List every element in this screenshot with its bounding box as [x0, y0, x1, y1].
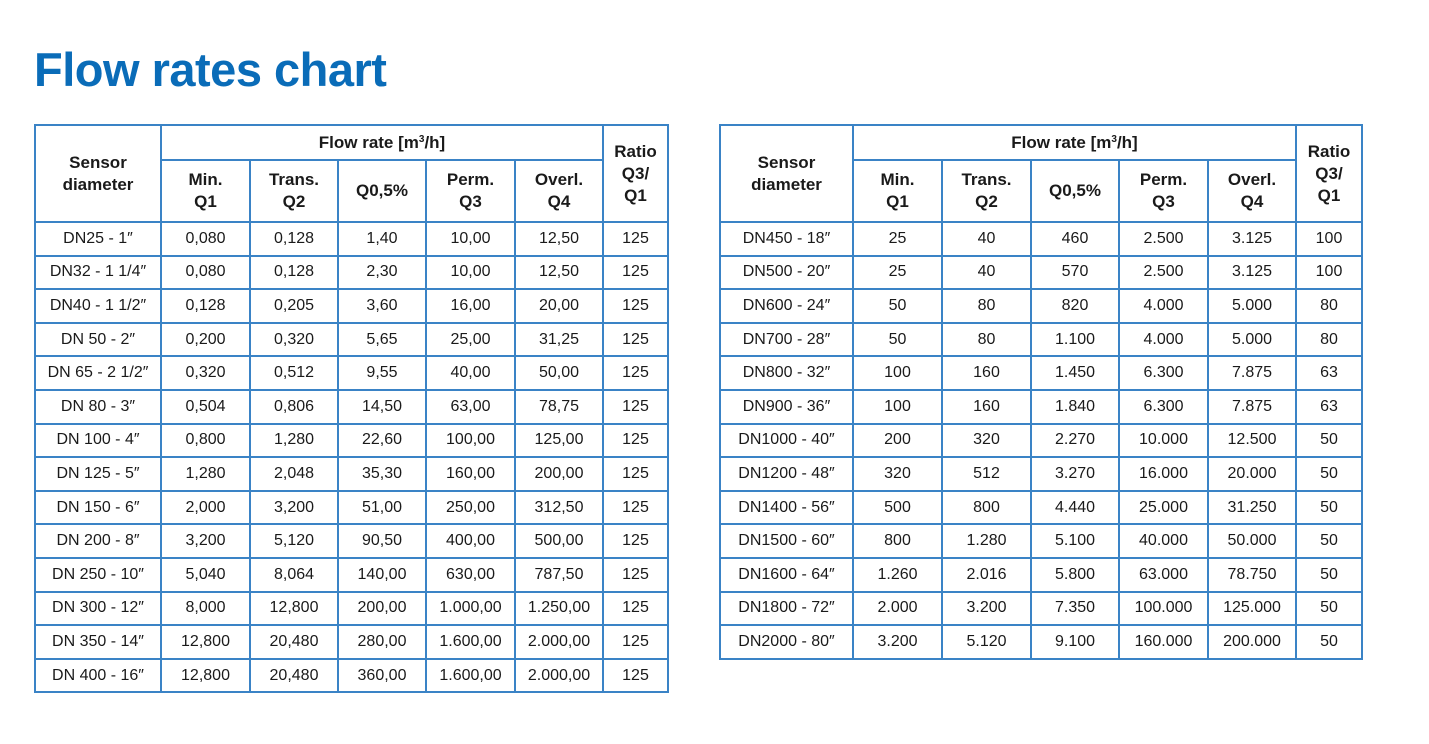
q05-cell: 35,30 [338, 457, 426, 491]
overl-q4-cell: 5.000 [1208, 323, 1296, 357]
overl-q4-cell: 500,00 [515, 524, 603, 558]
q05-cell: 90,50 [338, 524, 426, 558]
ratio-header: Ratio Q3/ Q1 [1296, 125, 1362, 222]
overl-q4-cell: 787,50 [515, 558, 603, 592]
overl-q4-cell: 7.875 [1208, 390, 1296, 424]
perm-q3-cell: 16,00 [426, 289, 515, 323]
trans-q2-cell: 0,128 [250, 256, 338, 290]
trans-q2-header: Trans. Q2 [942, 160, 1031, 222]
page-title: Flow rates chart [34, 43, 387, 96]
q05-cell: 570 [1031, 256, 1119, 290]
min-q1-cell: 800 [853, 524, 942, 558]
min-q1-cell: 25 [853, 256, 942, 290]
flow-table-right-body [720, 222, 1362, 659]
ratio-cell: 50 [1296, 457, 1362, 491]
min-q1-cell: 100 [853, 356, 942, 390]
sensor-diameter-cell: DN 80 - 3″ [35, 390, 161, 424]
trans-q2-cell: 1.280 [942, 524, 1031, 558]
q05-cell: 1.840 [1031, 390, 1119, 424]
table-row [720, 256, 1362, 290]
ratio-cell: 50 [1296, 424, 1362, 458]
flow-table-left-body [35, 222, 668, 692]
sensor-diameter-cell: DN450 - 18″ [720, 222, 853, 256]
q05-cell: 22,60 [338, 424, 426, 458]
perm-q3-cell: 6.300 [1119, 390, 1208, 424]
sensor-diameter-cell: DN1800 - 72″ [720, 592, 853, 626]
min-q1-cell: 500 [853, 491, 942, 525]
trans-q2-cell: 2.016 [942, 558, 1031, 592]
table-row [35, 659, 668, 693]
table-row [720, 356, 1362, 390]
min-q1-cell: 12,800 [161, 625, 250, 659]
min-q1-cell: 2,000 [161, 491, 250, 525]
sensor-diameter-cell: DN600 - 24″ [720, 289, 853, 323]
ratio-cell: 50 [1296, 491, 1362, 525]
q05-cell: 1.100 [1031, 323, 1119, 357]
q05-cell: 7.350 [1031, 592, 1119, 626]
table-row [35, 491, 668, 525]
perm-q3-cell: 25,00 [426, 323, 515, 357]
overl-q4-cell: 12,50 [515, 256, 603, 290]
sensor-diameter-cell: DN1600 - 64″ [720, 558, 853, 592]
q05-header: Q0,5% [338, 160, 426, 222]
min-q1-cell: 12,800 [161, 659, 250, 693]
ratio-cell: 125 [603, 323, 668, 357]
min-q1-cell: 0,200 [161, 323, 250, 357]
perm-q3-cell: 630,00 [426, 558, 515, 592]
overl-q4-cell: 12.500 [1208, 424, 1296, 458]
sensor-diameter-cell: DN40 - 1 1/2″ [35, 289, 161, 323]
ratio-cell: 125 [603, 491, 668, 525]
ratio-cell: 125 [603, 592, 668, 626]
trans-q2-cell: 0,320 [250, 323, 338, 357]
trans-q2-cell: 20,480 [250, 659, 338, 693]
flow-table-left [34, 124, 669, 693]
q05-cell: 1.450 [1031, 356, 1119, 390]
overl-q4-cell: 1.250,00 [515, 592, 603, 626]
table-row [720, 289, 1362, 323]
q05-cell: 4.440 [1031, 491, 1119, 525]
ratio-cell: 125 [603, 524, 668, 558]
table-row [720, 390, 1362, 424]
perm-q3-cell: 1.600,00 [426, 659, 515, 693]
table-row [35, 558, 668, 592]
ratio-cell: 125 [603, 390, 668, 424]
min-q1-cell: 8,000 [161, 592, 250, 626]
sensor-diameter-cell: DN700 - 28″ [720, 323, 853, 357]
overl-q4-cell: 3.125 [1208, 256, 1296, 290]
min-q1-header: Min. Q1 [853, 160, 942, 222]
q05-cell: 820 [1031, 289, 1119, 323]
min-q1-cell: 5,040 [161, 558, 250, 592]
table-row [720, 625, 1362, 659]
sensor-diameter-cell: DN900 - 36″ [720, 390, 853, 424]
q05-cell: 51,00 [338, 491, 426, 525]
sensor-diameter-cell: DN 350 - 14″ [35, 625, 161, 659]
sensor-diameter-header: Sensor diameter [35, 125, 161, 222]
ratio-cell: 50 [1296, 558, 1362, 592]
q05-cell: 140,00 [338, 558, 426, 592]
trans-q2-cell: 3,200 [250, 491, 338, 525]
overl-q4-cell: 7.875 [1208, 356, 1296, 390]
min-q1-cell: 2.000 [853, 592, 942, 626]
q05-cell: 5.800 [1031, 558, 1119, 592]
trans-q2-cell: 12,800 [250, 592, 338, 626]
table-row [35, 390, 668, 424]
trans-q2-cell: 8,064 [250, 558, 338, 592]
min-q1-cell: 0,320 [161, 356, 250, 390]
ratio-cell: 125 [603, 289, 668, 323]
ratio-cell: 125 [603, 457, 668, 491]
trans-q2-cell: 0,205 [250, 289, 338, 323]
q05-cell: 1,40 [338, 222, 426, 256]
ratio-cell: 125 [603, 659, 668, 693]
ratio-cell: 63 [1296, 356, 1362, 390]
table-row [720, 424, 1362, 458]
sensor-diameter-header: Sensor diameter [720, 125, 853, 222]
min-q1-cell: 0,080 [161, 256, 250, 290]
table-row [720, 323, 1362, 357]
q05-cell: 9.100 [1031, 625, 1119, 659]
table-row [35, 289, 668, 323]
flow-rate-header: Flow rate $[m^3/h]$ [853, 125, 1296, 160]
overl-q4-cell: 5.000 [1208, 289, 1296, 323]
table-row [720, 592, 1362, 626]
perm-q3-cell: 4.000 [1119, 289, 1208, 323]
overl-q4-cell: 2.000,00 [515, 659, 603, 693]
trans-q2-cell: 0,128 [250, 222, 338, 256]
sensor-diameter-cell: DN1500 - 60″ [720, 524, 853, 558]
min-q1-cell: 320 [853, 457, 942, 491]
table-row [35, 356, 668, 390]
perm-q3-cell: 40,00 [426, 356, 515, 390]
overl-q4-cell: 50,00 [515, 356, 603, 390]
min-q1-cell: 50 [853, 289, 942, 323]
ratio-cell: 50 [1296, 592, 1362, 626]
min-q1-cell: 100 [853, 390, 942, 424]
min-q1-cell: 0,128 [161, 289, 250, 323]
perm-q3-cell: 2.500 [1119, 256, 1208, 290]
min-q1-header: Min. Q1 [161, 160, 250, 222]
sensor-diameter-cell: DN 150 - 6″ [35, 491, 161, 525]
sensor-diameter-cell: DN800 - 32″ [720, 356, 853, 390]
trans-q2-cell: 40 [942, 256, 1031, 290]
q05-cell: 280,00 [338, 625, 426, 659]
perm-q3-header: Perm. Q3 [426, 160, 515, 222]
trans-q2-cell: 80 [942, 289, 1031, 323]
ratio-cell: 80 [1296, 323, 1362, 357]
ratio-header: Ratio Q3/ Q1 [603, 125, 668, 222]
trans-q2-cell: 0,512 [250, 356, 338, 390]
perm-q3-cell: 160.000 [1119, 625, 1208, 659]
ratio-cell: 125 [603, 356, 668, 390]
overl-q4-cell: 78,75 [515, 390, 603, 424]
q05-cell: 14,50 [338, 390, 426, 424]
trans-q2-cell: 160 [942, 356, 1031, 390]
table-row [35, 323, 668, 357]
q05-cell: 360,00 [338, 659, 426, 693]
table-row [35, 524, 668, 558]
perm-q3-cell: 4.000 [1119, 323, 1208, 357]
trans-q2-cell: 5.120 [942, 625, 1031, 659]
perm-q3-cell: 100,00 [426, 424, 515, 458]
overl-q4-cell: 2.000,00 [515, 625, 603, 659]
overl-q4-cell: 78.750 [1208, 558, 1296, 592]
sensor-diameter-cell: DN 125 - 5″ [35, 457, 161, 491]
trans-q2-cell: 40 [942, 222, 1031, 256]
overl-q4-cell: 200,00 [515, 457, 603, 491]
trans-q2-cell: 80 [942, 323, 1031, 357]
perm-q3-cell: 40.000 [1119, 524, 1208, 558]
trans-q2-cell: 20,480 [250, 625, 338, 659]
min-q1-cell: 0,080 [161, 222, 250, 256]
table-row [35, 222, 668, 256]
min-q1-cell: 50 [853, 323, 942, 357]
perm-q3-cell: 1.600,00 [426, 625, 515, 659]
min-q1-cell: 1,280 [161, 457, 250, 491]
perm-q3-cell: 250,00 [426, 491, 515, 525]
sensor-diameter-cell: DN2000 - 80″ [720, 625, 853, 659]
q05-cell: 9,55 [338, 356, 426, 390]
perm-q3-cell: 10.000 [1119, 424, 1208, 458]
trans-q2-cell: 5,120 [250, 524, 338, 558]
trans-q2-cell: 1,280 [250, 424, 338, 458]
overl-q4-cell: 200.000 [1208, 625, 1296, 659]
overl-q4-cell: 12,50 [515, 222, 603, 256]
sensor-diameter-cell: DN1200 - 48″ [720, 457, 853, 491]
perm-q3-cell: 160,00 [426, 457, 515, 491]
q05-cell: 5.100 [1031, 524, 1119, 558]
trans-q2-cell: 0,806 [250, 390, 338, 424]
sensor-diameter-cell: DN 300 - 12″ [35, 592, 161, 626]
perm-q3-cell: 10,00 [426, 222, 515, 256]
q05-cell: 5,65 [338, 323, 426, 357]
overl-q4-cell: 312,50 [515, 491, 603, 525]
perm-q3-cell: 16.000 [1119, 457, 1208, 491]
table-row [720, 558, 1362, 592]
q05-cell: 2,30 [338, 256, 426, 290]
q05-cell: 3.270 [1031, 457, 1119, 491]
min-q1-cell: 3,200 [161, 524, 250, 558]
trans-q2-cell: 2,048 [250, 457, 338, 491]
sensor-diameter-cell: DN 65 - 2 1/2″ [35, 356, 161, 390]
q05-cell: 200,00 [338, 592, 426, 626]
table-row [35, 256, 668, 290]
ratio-cell: 125 [603, 222, 668, 256]
table-row [720, 457, 1362, 491]
ratio-cell: 125 [603, 625, 668, 659]
perm-q3-cell: 100.000 [1119, 592, 1208, 626]
ratio-cell: 100 [1296, 256, 1362, 290]
ratio-cell: 80 [1296, 289, 1362, 323]
perm-q3-cell: 63,00 [426, 390, 515, 424]
ratio-cell: 50 [1296, 625, 1362, 659]
table-row [720, 524, 1362, 558]
perm-q3-cell: 10,00 [426, 256, 515, 290]
table-row [35, 424, 668, 458]
overl-q4-cell: 50.000 [1208, 524, 1296, 558]
min-q1-cell: 3.200 [853, 625, 942, 659]
overl-q4-header: Overl. Q4 [515, 160, 603, 222]
sensor-diameter-cell: DN 400 - 16″ [35, 659, 161, 693]
overl-q4-cell: 125,00 [515, 424, 603, 458]
ratio-cell: 100 [1296, 222, 1362, 256]
table-row [35, 457, 668, 491]
ratio-cell: 125 [603, 558, 668, 592]
sensor-diameter-cell: DN25 - 1″ [35, 222, 161, 256]
ratio-cell: 125 [603, 256, 668, 290]
sensor-diameter-cell: DN 100 - 4″ [35, 424, 161, 458]
perm-q3-cell: 25.000 [1119, 491, 1208, 525]
trans-q2-cell: 3.200 [942, 592, 1031, 626]
min-q1-cell: 1.260 [853, 558, 942, 592]
q05-cell: 3,60 [338, 289, 426, 323]
overl-q4-cell: 3.125 [1208, 222, 1296, 256]
overl-q4-cell: 20.000 [1208, 457, 1296, 491]
sensor-diameter-cell: DN32 - 1 1/4″ [35, 256, 161, 290]
perm-q3-cell: 2.500 [1119, 222, 1208, 256]
overl-q4-cell: 20,00 [515, 289, 603, 323]
sensor-diameter-cell: DN 250 - 10″ [35, 558, 161, 592]
trans-q2-cell: 800 [942, 491, 1031, 525]
min-q1-cell: 0,504 [161, 390, 250, 424]
perm-q3-cell: 63.000 [1119, 558, 1208, 592]
flow-rate-header: Flow rate $[m^3/h]$ [161, 125, 603, 160]
q05-cell: 2.270 [1031, 424, 1119, 458]
q05-cell: 460 [1031, 222, 1119, 256]
ratio-cell: 125 [603, 424, 668, 458]
min-q1-cell: 200 [853, 424, 942, 458]
sensor-diameter-cell: DN1400 - 56″ [720, 491, 853, 525]
min-q1-cell: 0,800 [161, 424, 250, 458]
table-row [720, 491, 1362, 525]
flow-table-right [719, 124, 1363, 660]
trans-q2-cell: 320 [942, 424, 1031, 458]
sensor-diameter-cell: DN1000 - 40″ [720, 424, 853, 458]
perm-q3-cell: 1.000,00 [426, 592, 515, 626]
perm-q3-header: Perm. Q3 [1119, 160, 1208, 222]
overl-q4-cell: 31,25 [515, 323, 603, 357]
perm-q3-cell: 6.300 [1119, 356, 1208, 390]
sensor-diameter-cell: DN 50 - 2″ [35, 323, 161, 357]
overl-q4-cell: 31.250 [1208, 491, 1296, 525]
overl-q4-cell: 125.000 [1208, 592, 1296, 626]
sensor-diameter-cell: DN500 - 20″ [720, 256, 853, 290]
trans-q2-cell: 512 [942, 457, 1031, 491]
sensor-diameter-cell: DN 200 - 8″ [35, 524, 161, 558]
min-q1-cell: 25 [853, 222, 942, 256]
overl-q4-header: Overl. Q4 [1208, 160, 1296, 222]
trans-q2-cell: 160 [942, 390, 1031, 424]
q05-header: Q0,5% [1031, 160, 1119, 222]
perm-q3-cell: 400,00 [426, 524, 515, 558]
table-row [35, 592, 668, 626]
table-row [35, 625, 668, 659]
table-row [720, 222, 1362, 256]
trans-q2-header: Trans. Q2 [250, 160, 338, 222]
ratio-cell: 63 [1296, 390, 1362, 424]
ratio-cell: 50 [1296, 524, 1362, 558]
